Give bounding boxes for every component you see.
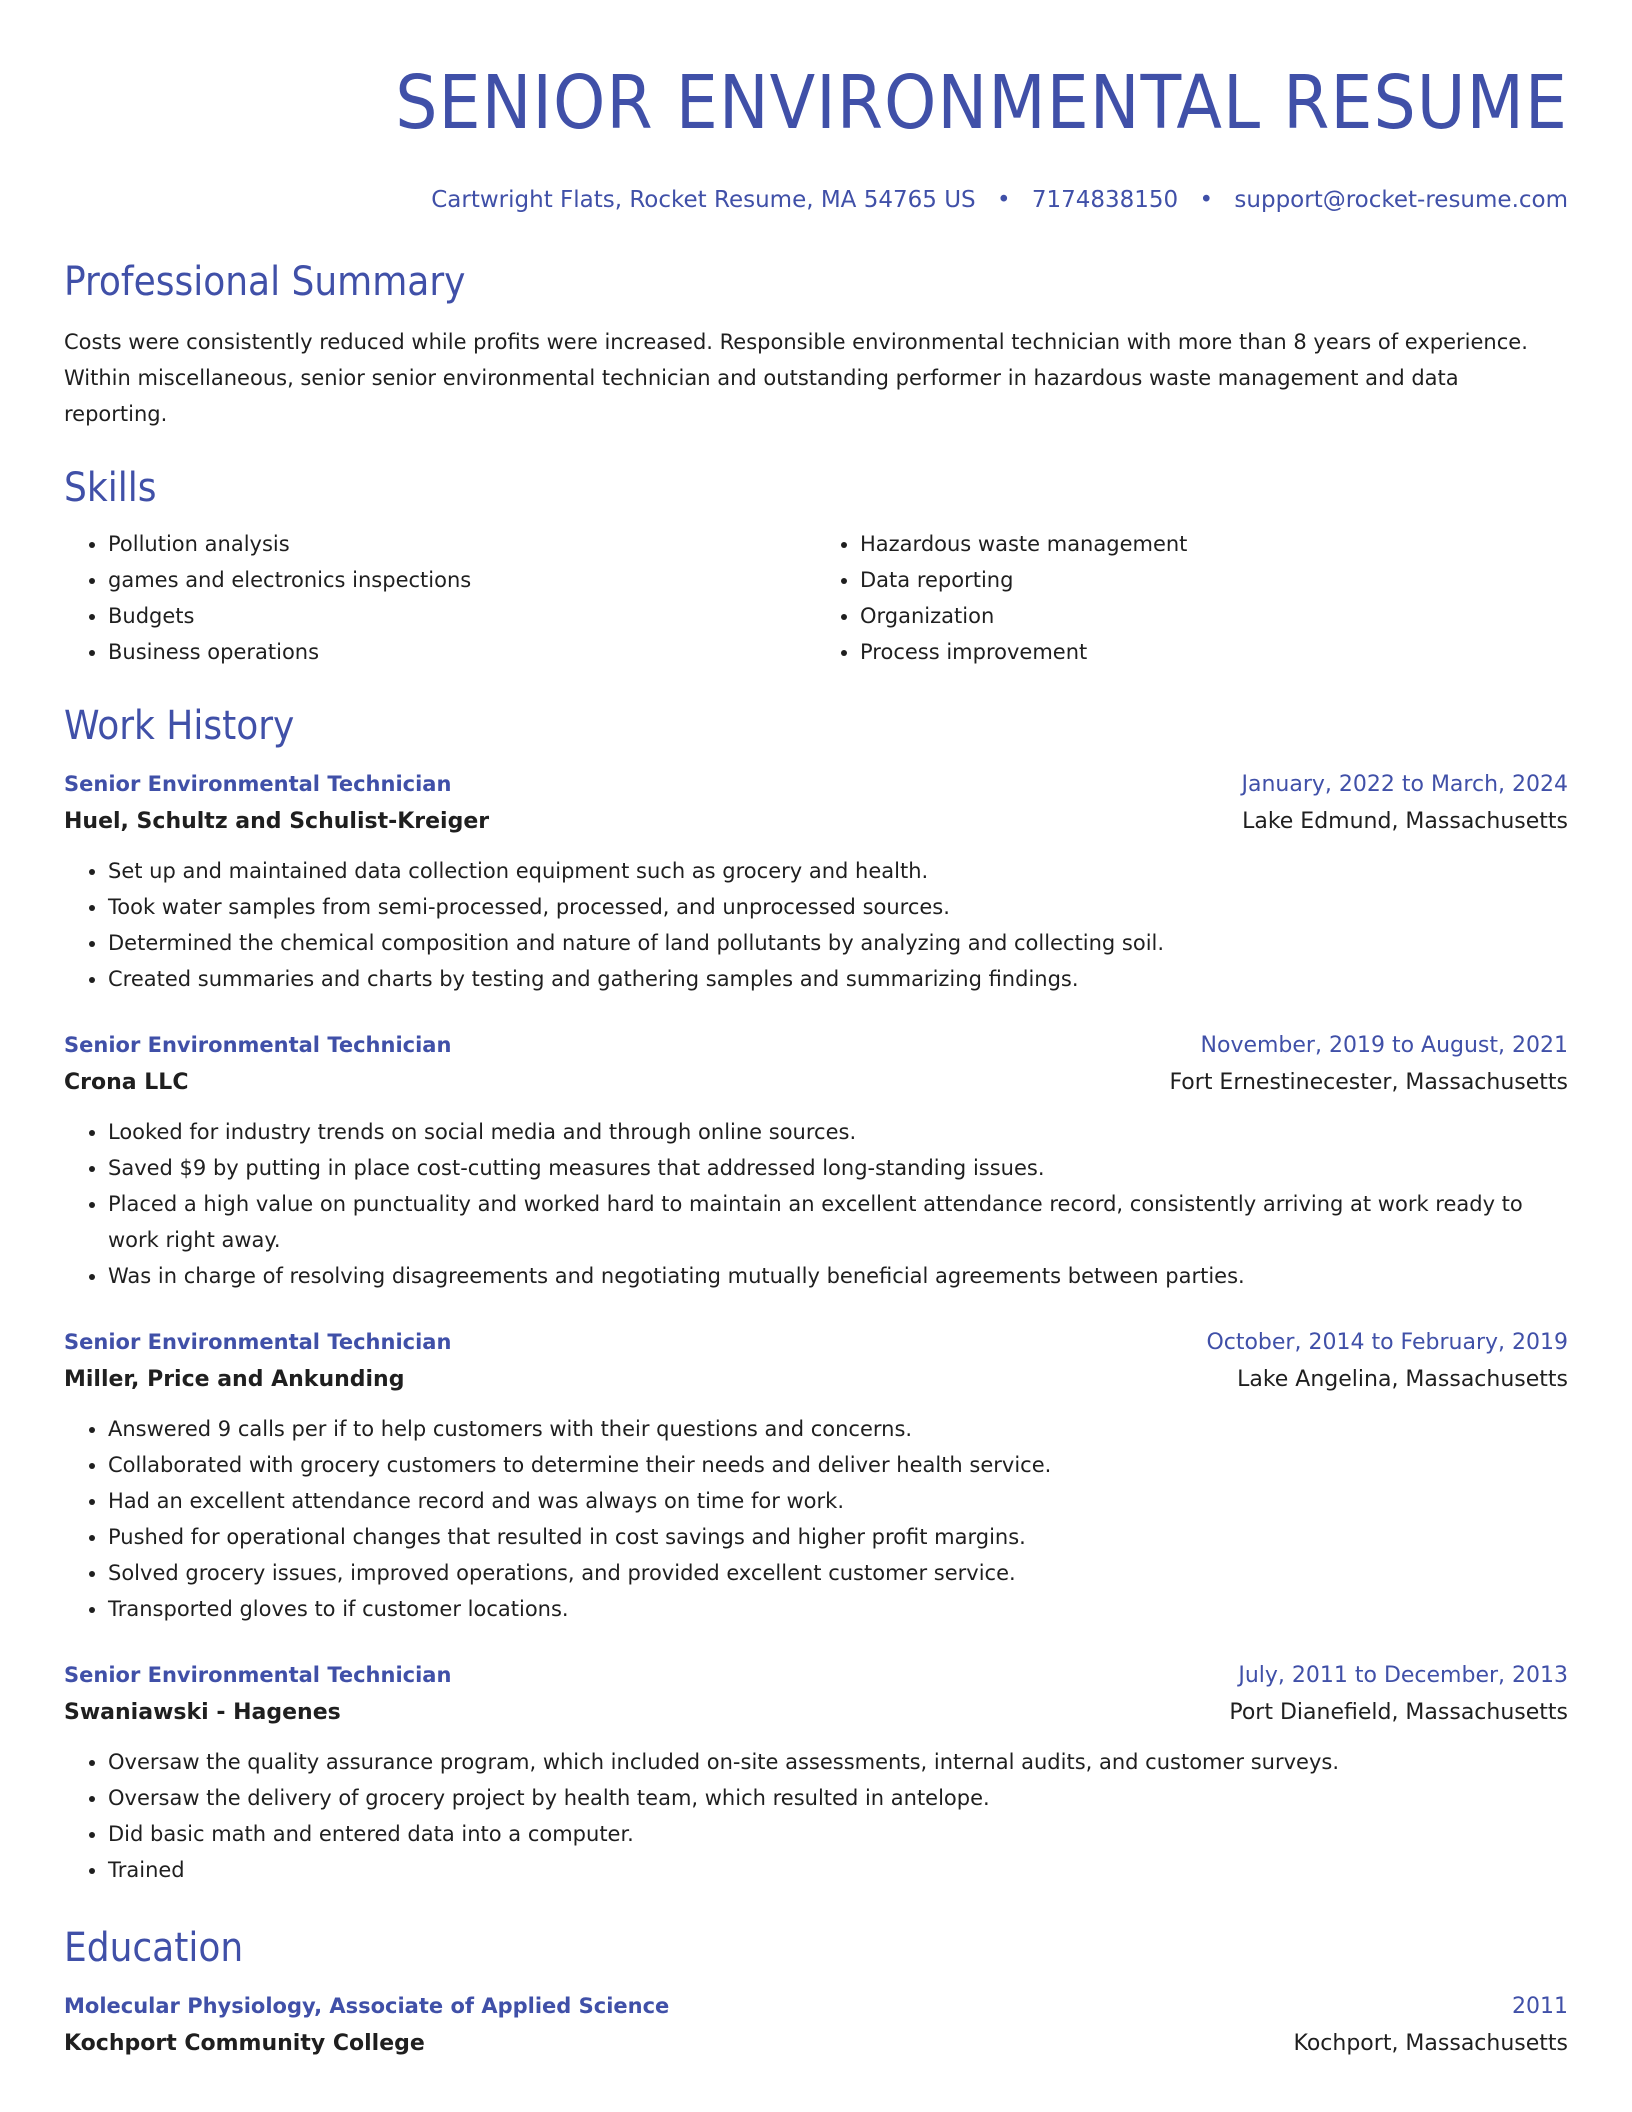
section-heading-work: Work History (64, 703, 295, 749)
skills-column-left (64, 526, 816, 670)
skills-column-right (816, 526, 1568, 670)
job-title: Senior Environmental Technician (64, 1330, 452, 1354)
job-title: Senior Environmental Technician (64, 772, 452, 796)
job-dates: January, 2022 to March, 2024 (1241, 772, 1568, 797)
job-bullet: • Looked for industry trends on social media and through online sources. (108, 1114, 1568, 1150)
summary-text: Costs were consistently reduced while profits were increased. Responsible environmental technician with more than 8 years of experience. Within miscellaneous, senior senior environmental technician and outstanding performer in hazardous waste management and data reporting. (64, 330, 1528, 426)
job-bullet: • Pushed for operational changes that resulted in cost savings and higher profit margins. (108, 1519, 1568, 1555)
degree: Molecular Physiology, Associate of Applied Science (64, 1994, 670, 2018)
job-location: Lake Angelina, Massachusetts (1237, 1367, 1568, 1392)
job-bullet: • Placed a high value on punctuality and worked hard to maintain an excellent attendance record, consistently arriving at work ready to work right away. (108, 1186, 1568, 1258)
company-name: Swaniawski - Hagenes (64, 1700, 341, 1725)
job-bullet: • Collaborated with grocery customers to determine their needs and deliver health service. (108, 1447, 1568, 1483)
job-entry (64, 1657, 1568, 1888)
job-bullet: • Oversaw the delivery of grocery project by health team, which resulted in antelope. (108, 1780, 1568, 1816)
skill-item: • Organization (860, 598, 1568, 634)
phone: 7174838150 (1031, 187, 1179, 213)
section-heading-education: Education (64, 1925, 244, 1971)
skill-item: • Pollution analysis (108, 526, 816, 562)
address: Cartwright Flats, Rocket Resume, MA 54765 US (431, 187, 976, 213)
skill-item: • Business operations (108, 634, 816, 670)
job-entry (64, 1027, 1568, 1294)
contact-line (64, 184, 1568, 216)
job-bullet: • Oversaw the quality assurance program, which included on-site assessments, internal audits, and customer surveys. (108, 1744, 1568, 1780)
job-bullets (64, 1411, 1568, 1627)
job-bullet: • Set up and maintained data collection equipment such as grocery and health. (108, 853, 1568, 889)
skills-list (64, 526, 1568, 670)
job-bullet: • Had an excellent attendance record and was always on time for work. (108, 1483, 1568, 1519)
job-bullets (64, 1744, 1568, 1888)
job-location: Fort Ernestinecester, Massachusetts (1169, 1070, 1568, 1095)
skill-item: • Budgets (108, 598, 816, 634)
email: support@rocket-resume.com (1234, 187, 1568, 213)
skill-item: • Process improvement (860, 634, 1568, 670)
job-title: Senior Environmental Technician (64, 1033, 452, 1057)
separator: • (996, 187, 1011, 213)
job-dates: July, 2011 to December, 2013 (1238, 1663, 1568, 1688)
school-location: Kochport, Massachusetts (1293, 2031, 1568, 2056)
job-location: Lake Edmund, Massachusetts (1242, 809, 1568, 834)
job-location: Port Dianefield, Massachusetts (1229, 1700, 1568, 1725)
job-entry (64, 1324, 1568, 1627)
job-bullets (64, 853, 1568, 997)
section-heading-skills: Skills (64, 465, 157, 511)
graduation-year: 2011 (1512, 1994, 1568, 2019)
job-bullet: • Did basic math and entered data into a computer. (108, 1816, 1568, 1852)
job-bullet: • Transported gloves to if customer locations. (108, 1591, 1568, 1627)
job-bullet: • Solved grocery issues, improved operations, and provided excellent customer service. (108, 1555, 1568, 1591)
company-name: Crona LLC (64, 1070, 189, 1095)
resume-title: SENIOR ENVIRONMENTAL RESUME (395, 60, 1568, 146)
job-bullet: • Trained (108, 1852, 1568, 1888)
job-bullet: • Was in charge of resolving disagreements and negotiating mutually beneficial agreements between parties. (108, 1258, 1568, 1294)
job-bullet: • Took water samples from semi-processed, processed, and unprocessed sources. (108, 889, 1568, 925)
job-bullet: • Saved $9 by putting in place cost-cutting measures that addressed long-standing issues. (108, 1150, 1568, 1186)
school-name: Kochport Community College (64, 2031, 425, 2056)
company-name: Miller, Price and Ankunding (64, 1367, 405, 1392)
skill-item: • games and electronics inspections (108, 562, 816, 598)
skill-item: • Hazardous waste management (860, 526, 1568, 562)
job-bullets (64, 1114, 1568, 1294)
skill-item: • Data reporting (860, 562, 1568, 598)
company-name: Huel, Schultz and Schulist-Kreiger (64, 809, 490, 834)
education-entry (64, 1988, 1568, 2063)
job-dates: October, 2014 to February, 2019 (1206, 1330, 1568, 1355)
job-dates: November, 2019 to August, 2021 (1200, 1033, 1568, 1058)
job-title: Senior Environmental Technician (64, 1663, 452, 1687)
job-bullet: • Determined the chemical composition and nature of land pollutants by analyzing and collecting soil. (108, 925, 1568, 961)
separator: • (1199, 187, 1214, 213)
job-entry (64, 766, 1568, 997)
section-heading-summary: Professional Summary (64, 259, 466, 305)
job-bullet: • Created summaries and charts by testing and gathering samples and summarizing findings. (108, 961, 1568, 997)
job-bullet: • Answered 9 calls per if to help customers with their questions and concerns. (108, 1411, 1568, 1447)
